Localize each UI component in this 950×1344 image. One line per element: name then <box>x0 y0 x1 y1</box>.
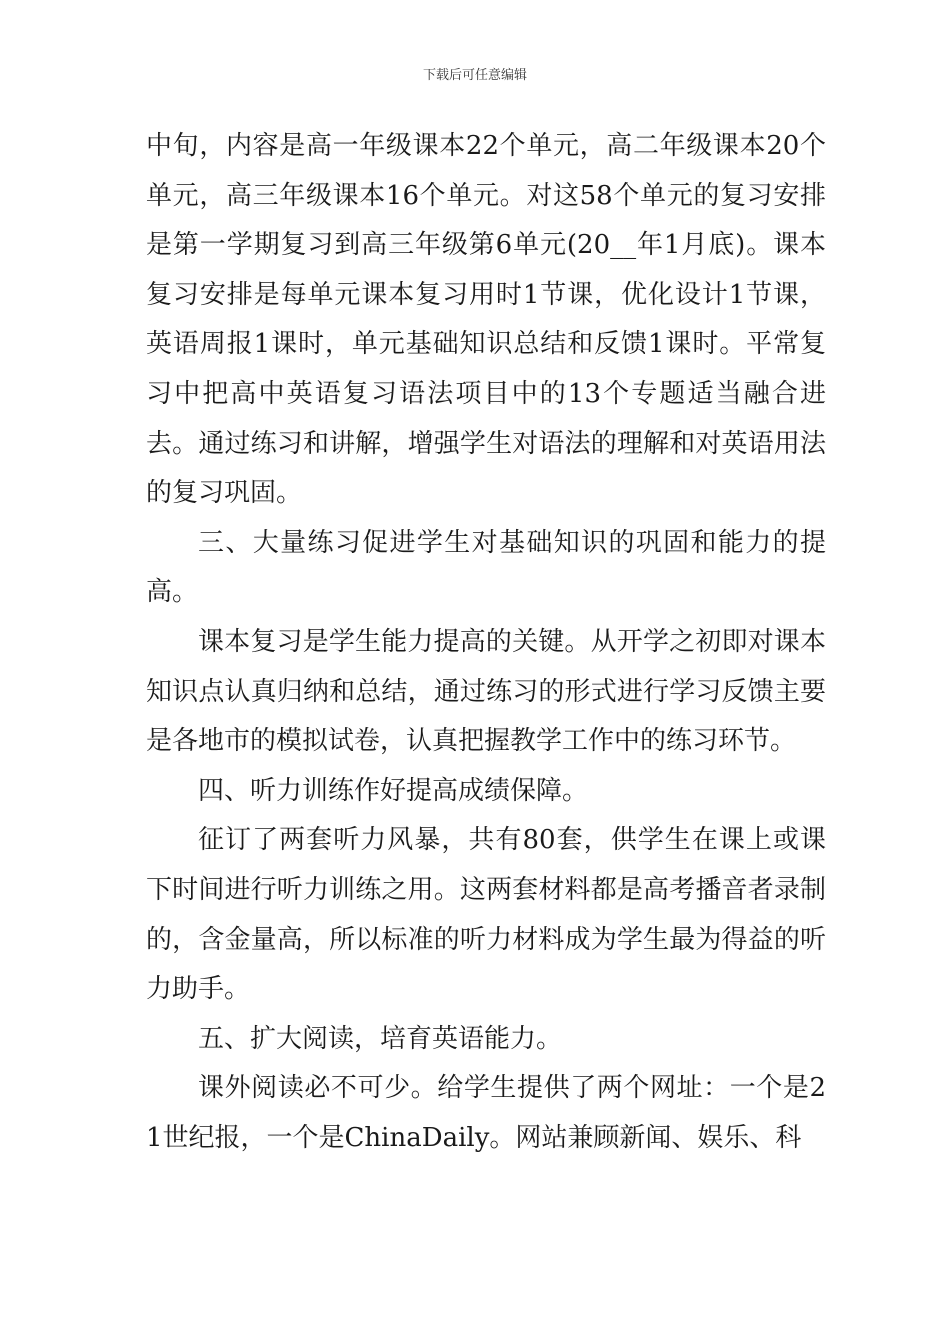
page-header-note: 下载后可任意编辑 <box>422 68 527 83</box>
paragraph-listening-training: 征订了两套听力风暴，共有80套，供学生在课上或课下时间进行听力训练之用。这两套材料都是高考播音者录制的，含金量高，所以标准的听力材料成为学生最为得益的听力助手。 <box>146 825 826 1005</box>
heading-section-five: 五、扩大阅读，培育英语能力。 <box>198 1023 563 1054</box>
document-body <box>146 122 826 1163</box>
paragraph-textbook-review: 课本复习是学生能力提高的关键。从开学之初即对课本知识点认真归纳和总结，通过练习的形式进行学习反馈主要是各地市的模拟试卷，认真把握教学工作中的练习环节。 <box>146 626 826 757</box>
paragraph-review-plan: 中旬，内容是高一年级课本22个单元，高二年级课本20个单元，高三年级课本16个单元。对这58个单元的复习安排是第一学期复习到高三年级第6单元(20__年1月底)。课本复习安排是每单元课本复习用时1节课，优化设计1节课，英语周报1课时，单元基础知识总结和反馈1课时。平常复习中把高中英语复习语法项目中的13个专题适当融合进去。通过练习和讲解，增强学生对语法的理解和对英语用法的复习巩固。 <box>146 131 826 509</box>
heading-section-three: 三、大量练习促进学生对基础知识的巩固和能力的提高。 <box>146 527 826 608</box>
heading-section-four: 四、听力训练作好提高成绩保障。 <box>198 775 589 806</box>
paragraph-extra-reading: 课外阅读必不可少。给学生提供了两个网址：一个是21世纪报，一个是ChinaDaily。网站兼顾新闻、娱乐、科 <box>146 1073 826 1153</box>
